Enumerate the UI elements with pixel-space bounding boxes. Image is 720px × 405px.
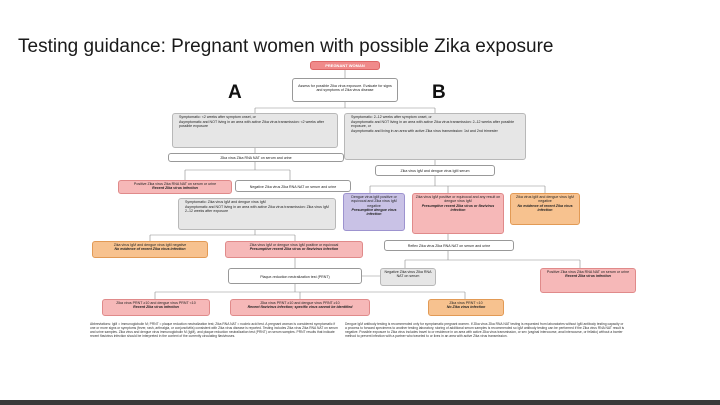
assess-exposure-box xyxy=(292,78,398,102)
b-zika-igm-text: Zika virus IgM positive or equivocal and any result on dengue virus IgM xyxy=(415,195,501,204)
footnote-right-text: Dengue IgM antibody testing is recommended only for symptomatic pregnant women. If Zika virus Zika RNA NAT testing is requested from laboratories without IgM antibody testing capacity or a process to forward specimens to another testing laboratory, storing of additional serum samples is recommended so IgM antibody testing can be performed if the Zika virus RNA NAT result is negative. Possible exposure to Zika virus includes travel to or residence in an area with active Zika virus transmission, or sex (vaginal intercourse, anal intercourse, or fellatio) without a barrier method to prevent infection with a partner who traveled to or lives in an area with active Zika virus transmission. xyxy=(345,322,625,338)
pos-nat-text: Positive Zika virus Zika RNA NAT on serum or urine xyxy=(546,270,630,274)
pos-igm-text: Zika virus IgM or dengue virus IgM positive or equivocal xyxy=(249,243,339,247)
branch-a-criterion: • Symptomatic: <2 weeks after symptom onset, or xyxy=(179,115,335,119)
a-positive-nat-box xyxy=(118,180,232,194)
branch-a-criterion: • Asymptomatic and NOT living in an area with active Zika virus transmission: <2 weeks after possible exposure xyxy=(179,120,335,129)
b-zika-igm-result: Presumptive recent Zika virus or flavivirus infection xyxy=(421,203,495,212)
prnt-box xyxy=(228,268,362,284)
branch-b-criteria xyxy=(344,113,526,160)
slide-bottom-bar xyxy=(0,400,720,405)
pos-igm-box xyxy=(225,241,363,258)
a-negative-nat-box xyxy=(235,180,351,192)
branch-b-criterion: • Asymptomatic and NOT living in an area with active Zika virus transmission: 2–12 weeks after possible exposure, or xyxy=(351,120,523,129)
neg-igm-text: Zika virus IgM and dengue virus IgM negative xyxy=(113,243,187,247)
prnt-negative-text: Zika virus PRNT <10 xyxy=(449,301,483,305)
prnt-both-text: Zika virus PRNT ≥10 and dengue virus PRNT ≥10 xyxy=(260,301,340,305)
a-negative-followup xyxy=(178,198,336,230)
branch-b-label: B xyxy=(432,82,446,103)
pos-nat-result: Recent Zika virus infection xyxy=(565,274,611,279)
a-positive-nat-result: Recent Zika virus infection xyxy=(152,186,198,191)
pos-nat-box xyxy=(540,268,636,293)
branch-a-label: A xyxy=(228,82,242,103)
b-igm-negative-text: Zika virus IgM and dengue virus IgM negative xyxy=(516,195,574,204)
b-zika-igm-box xyxy=(412,193,504,234)
prnt-both-box xyxy=(230,299,370,316)
a-positive-nat-text: Positive Zika virus Zika RNA NAT on serum or urine xyxy=(133,182,217,186)
a-negative-nat-text: Negative Zika virus Zika RNA NAT on serum and urine xyxy=(249,185,337,189)
neg-igm-box xyxy=(92,241,208,258)
a-followup-item: • Symptomatic: Zika virus IgM and dengue virus IgM xyxy=(185,200,333,204)
assess-exposure-text: Assess for possible Zika virus exposure. Evaluate for signs and symptoms of Zika virus disease xyxy=(298,84,392,93)
a-followup-item: • Asymptomatic and NOT living in an area with active Zika virus transmission: Zika virus IgM 2–12 weeks after exposure xyxy=(185,205,333,214)
footnote-right xyxy=(345,322,625,392)
pregnant-woman-header-label: PREGNANT WOMAN xyxy=(325,63,365,68)
slide-title: Testing guidance: Pregnant women with possible Zika exposure xyxy=(18,36,554,57)
neg-igm-result: No evidence of recent Zika virus infection xyxy=(114,247,186,252)
branch-b-test-box xyxy=(375,165,495,176)
b-dengue-box xyxy=(343,193,405,231)
footnote-left-text: Abbreviations: IgM = immunoglobulin M; PRNT = plaque reduction neutralization test; Zika RNA NAT = nucleic acid test. A pregnant woman is considered symptomatic if one or more signs or symptoms (fever, rash, arthralgia, or conjunctivitis) consistent with Zika virus disease is reported. Testing includes Zika virus Zika RNA NAT on serum and urine samples. Zika virus and dengue virus immunoglobulin M (IgM), and plaque reduction neutralization test (PRNT) on serum samples. PRNT results that indicate recent flavivirus infection should be interpreted in the context of the currently circulating flaviviruses. xyxy=(90,322,338,338)
branch-b-criterion: • Asymptomatic and living in an area with active Zika virus transmission: 1st and 2nd trimester xyxy=(351,129,523,133)
b-igm-negative-result: No evidence of recent Zika virus infection xyxy=(517,203,573,212)
neg-nat-box xyxy=(380,268,436,286)
b-dengue-result: Presumptive dengue virus infection xyxy=(351,207,397,217)
branch-a-test-box xyxy=(168,153,344,162)
prnt-both-result: Recent flavivirus infection; specific virus cannot be identified xyxy=(247,305,353,310)
prnt-zika-text: Zika virus PRNT ≥10 and dengue virus PRNT <10 xyxy=(116,301,196,305)
branch-b-criterion: • Symptomatic: 2–12 weeks after symptom onset, or xyxy=(351,115,523,119)
b-dengue-text: Dengue virus IgM positive or equivocal and Zika virus IgM negative xyxy=(351,195,397,208)
pregnant-woman-header xyxy=(310,61,380,70)
pos-igm-result: Presumptive recent Zika virus or flavivirus infection xyxy=(249,247,339,252)
prnt-negative-box xyxy=(428,299,504,316)
reflex-nat-text: Reflex Zika virus Zika RNA NAT on serum and urine xyxy=(407,244,491,248)
branch-b-test-text: Zika virus IgM and dengue virus IgM serum xyxy=(400,169,470,173)
b-igm-negative-box xyxy=(510,193,580,225)
footnote-left xyxy=(90,322,338,392)
branch-a-criteria xyxy=(172,113,338,148)
prnt-negative-result: No Zika virus infection xyxy=(446,305,486,310)
prnt-zika-box xyxy=(102,299,210,316)
neg-nat-text: Negative Zika virus Zika RNA NAT on serum xyxy=(384,270,432,279)
reflex-nat-box xyxy=(384,240,514,251)
prnt-text: Plaque-reduction neutralization test (PRNT) xyxy=(260,275,330,279)
prnt-zika-result: Recent Zika virus infection xyxy=(133,305,179,310)
branch-a-test-text: Zika virus Zika RNA NAT on serum and urine xyxy=(220,156,292,160)
